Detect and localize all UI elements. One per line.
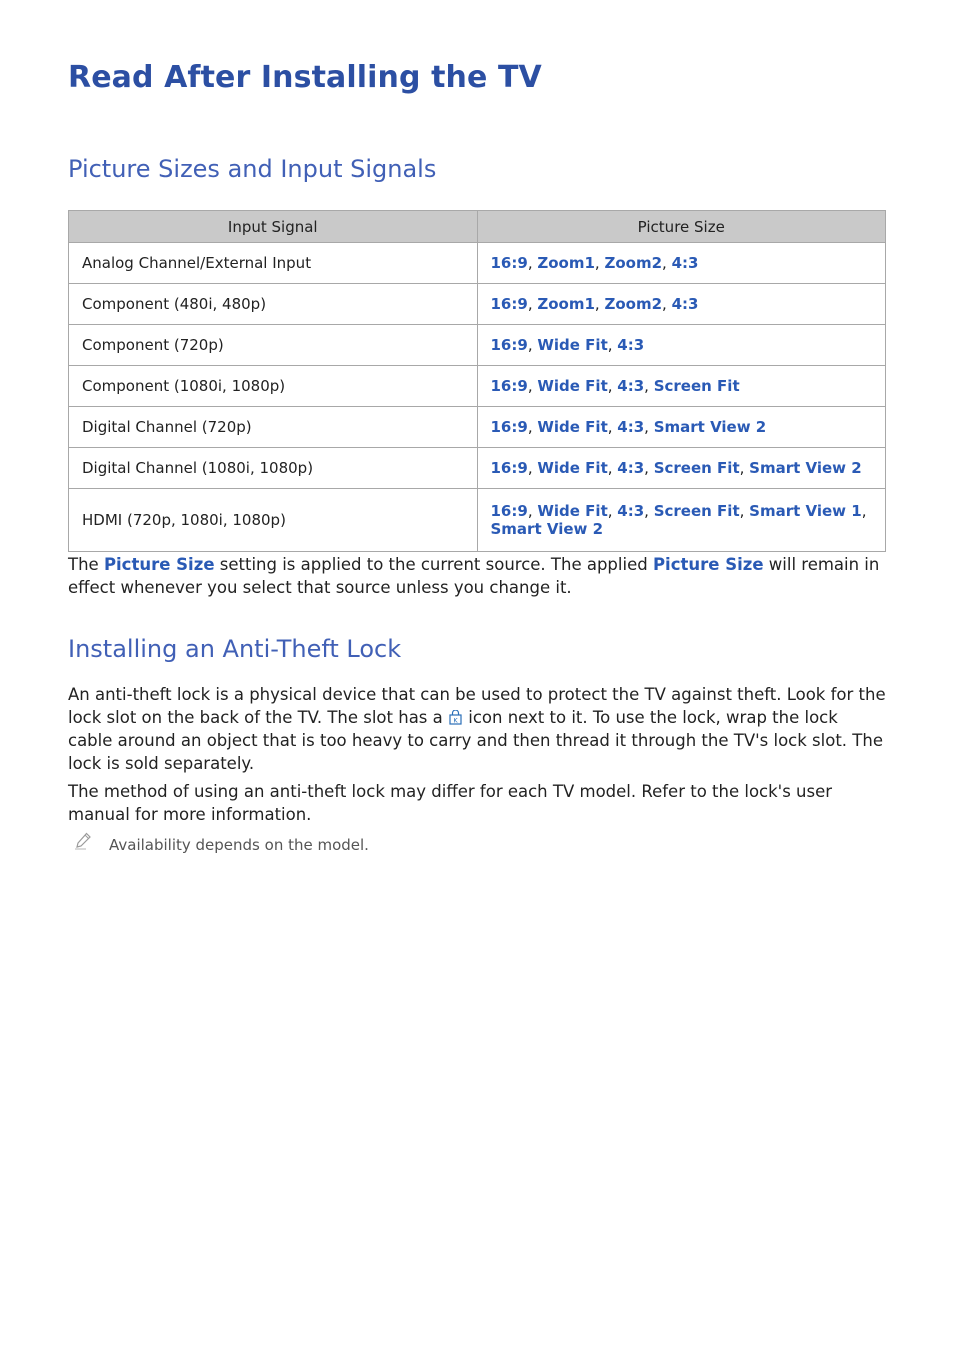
picture-size-option: 4:3 [617,459,645,477]
input-signal-cell: Digital Channel (720p) [69,407,478,448]
picture-size-option: 4:3 [671,295,699,313]
table-header-row [69,211,886,243]
picture-size-cell: 16:9, Zoom1, Zoom2, 4:3 [477,284,886,325]
page-title: Read After Installing the TV [68,60,542,95]
availability-note-text: Availability depends on the model. [109,836,369,854]
picture-size-option: 16:9 [490,502,528,520]
picture-size-option: 16:9 [490,336,528,354]
table-row [69,243,886,284]
input-signal-cell: Component (1080i, 1080p) [69,366,478,407]
input-signal-cell: HDMI (720p, 1080i, 1080p) [69,489,478,552]
picture-size-option: Wide Fit [537,459,608,477]
picture-size-option: 16:9 [490,254,528,272]
picture-size-option: Smart View 2 [749,459,862,477]
picture-size-cell: 16:9, Wide Fit, 4:3 [477,325,886,366]
availability-note [68,830,886,856]
anti-theft-paragraph-2: The method of using an anti-theft lock may differ for each TV model. Refer to the lock's user manual for more information. [68,782,833,824]
input-signal-cell: Component (720p) [69,325,478,366]
picture-size-cell: 16:9, Wide Fit, 4:3, Screen Fit, Smart View 1, Smart View 2 [477,489,886,552]
picture-size-note [68,553,886,599]
picture-size-option: Screen Fit [653,459,740,477]
para1-text-b: icon next to it. To use the lock, wrap the lock cable around an object that is too heavy to carry and then thread it through the TV's lock slot. The lock is sold separately. [68,708,883,773]
picture-size-option: Smart View 2 [653,418,767,436]
picture-size-option: Wide Fit [537,336,608,354]
picture-size-cell: 16:9, Wide Fit, 4:3, Screen Fit, Smart View 2 [477,448,886,489]
picture-size-table [68,210,886,552]
picture-size-option: Wide Fit [537,377,608,395]
picture-size-option: Smart View 1 [749,502,862,520]
picture-size-option: Screen Fit [653,502,740,520]
picture-size-option: 16:9 [490,459,528,477]
para1-text-a: An anti-theft lock is a physical device that can be used to protect the TV against theft. Look for the lock slot on the back of the TV. The slot has a [68,685,886,727]
picture-size-option: 16:9 [490,418,528,436]
picture-size-term: Picture Size [652,555,764,574]
kensington-lock-icon [449,710,462,725]
table-row [69,448,886,489]
picture-size-option: Smart View 2 [490,520,604,538]
input-signal-cell: Digital Channel (1080i, 1080p) [69,448,478,489]
picture-size-option: 4:3 [617,336,645,354]
pencil-icon [74,832,92,850]
picture-size-cell: 16:9, Zoom1, Zoom2, 4:3 [477,243,886,284]
input-signal-cell: Analog Channel/External Input [69,243,478,284]
picture-size-option: 4:3 [617,418,645,436]
picture-size-cell: 16:9, Wide Fit, 4:3, Smart View 2 [477,407,886,448]
picture-size-option: 4:3 [671,254,699,272]
picture-size-cell: 16:9, Wide Fit, 4:3, Screen Fit [477,366,886,407]
picture-size-option: 16:9 [490,377,528,395]
table-row [69,489,886,552]
table-body [69,243,886,552]
anti-theft-paragraph [68,683,886,775]
picture-size-option: Zoom1 [537,254,595,272]
picture-size-option: 4:3 [617,502,645,520]
note-text-2: setting is applied to the current source. The applied [214,555,653,574]
table-row [69,325,886,366]
picture-size-term: Picture Size [103,555,215,574]
header-picture-size: Picture Size [477,211,886,243]
picture-size-option: Wide Fit [537,418,608,436]
svg-text:K: K [453,716,458,725]
note-text-3: will remain in effect whenever you select that source unless you change it. [68,555,880,597]
picture-size-option: 4:3 [617,377,645,395]
section-title-picture-sizes: Picture Sizes and Input Signals [68,155,437,183]
picture-size-option: Zoom2 [604,295,663,313]
input-signal-cell: Component (480i, 480p) [69,284,478,325]
table-row [69,366,886,407]
picture-size-option: 16:9 [490,295,528,313]
picture-size-option: Zoom2 [604,254,663,272]
note-text-1: The [68,555,104,574]
header-input-signal: Input Signal [69,211,478,243]
section-title-anti-theft: Installing an Anti-Theft Lock [68,635,402,663]
picture-size-option: Screen Fit [653,377,740,395]
picture-size-option: Zoom1 [537,295,595,313]
picture-size-option: Wide Fit [537,502,608,520]
table-row [69,284,886,325]
table-row [69,407,886,448]
